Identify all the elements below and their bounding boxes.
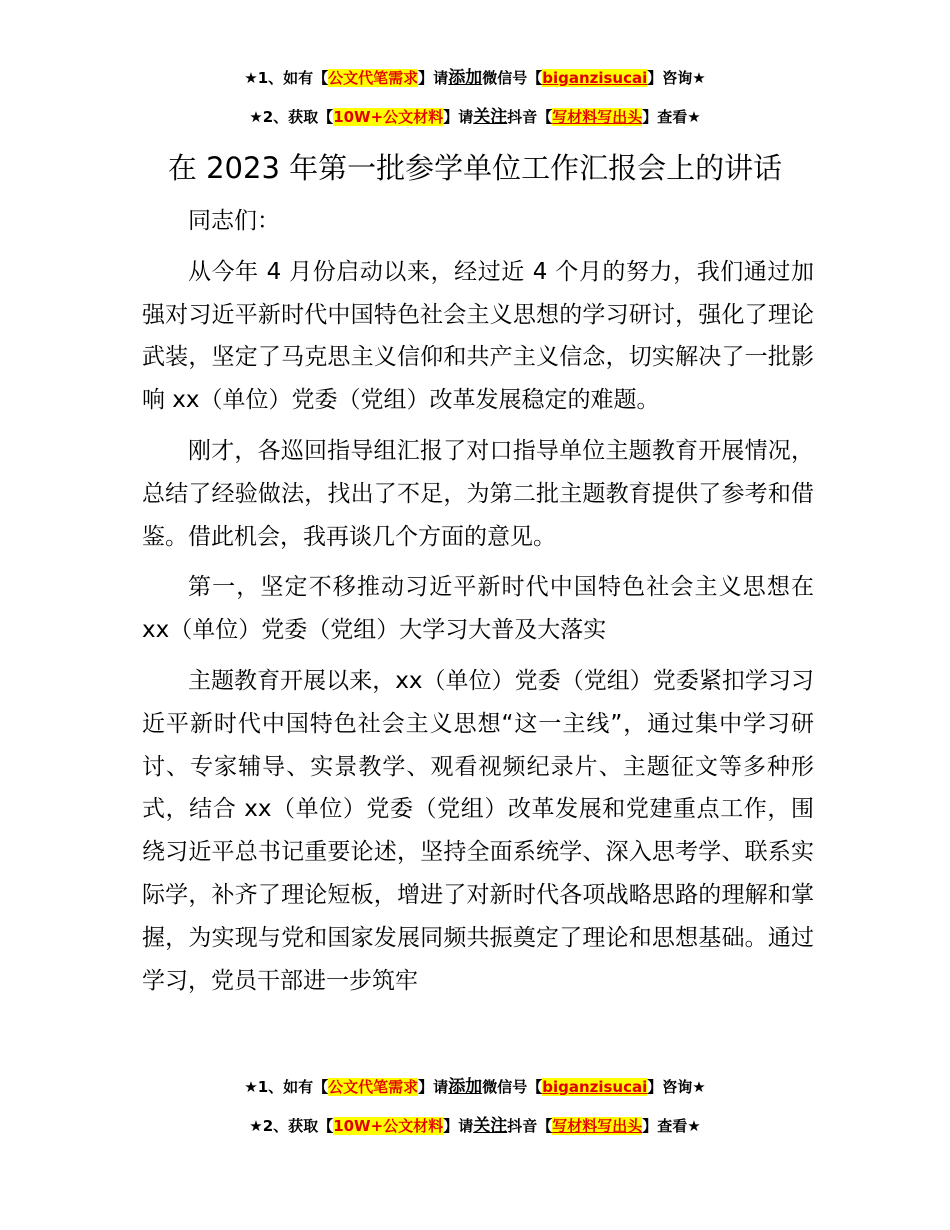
promo-emphasis: 添加 — [448, 1077, 483, 1097]
promo-prefix: ★1、如有【 — [244, 1078, 329, 1096]
promo-banner-bottom-line-1 — [0, 1077, 950, 1097]
promo-tag-highlight: 公文代笔需求 — [328, 1078, 419, 1096]
promo-wechat-id: biganzisucai — [542, 69, 648, 87]
promo-suffix: 】咨询★ — [647, 1078, 706, 1096]
promo-wechat-id: biganzisucai — [542, 1078, 648, 1096]
promo-mid-text: 抖音【 — [507, 108, 553, 126]
body-paragraph: 主题教育开展以来，xx（单位）党委（党组）党委紧扣学习习近平新时代中国特色社会主义思想“这一主线”，通过集中学习研讨、专家辅导、实景教学、观看视频纪录片、主题征文等多种形式，结合 xx（单位）党委（党组）改革发展和党建重点工作，围绕习近平总书记重要论述，坚持全面系统学、深入思考学、联系实际学，补齐了理论短板，增进了对新时代各项战略思路的理解和掌握，为实现与党和国家发展同频共振奠定了理论和思想基础。通过学习，党员干部进一步筑牢 — [142, 667, 814, 994]
body-paragraph: 从今年 4 月份启动以来，经过近 4 个月的努力，我们通过加强对习近平新时代中国特色社会主义思想的学习研讨，强化了理论武装，坚定了马克思主义信仰和共产主义信念，切实解决了一批影响 xx（单位）党委（党组）改革发展稳定的难题。 — [142, 258, 814, 414]
promo-tag-highlight: 10W+公文材料 — [333, 108, 444, 126]
promo-prefix: ★1、如有【 — [244, 69, 329, 87]
promo-banner-bottom-line-2 — [0, 1116, 950, 1136]
document-title: 在 2023 年第一批参学单位工作汇报会上的讲话 — [167, 151, 783, 185]
promo-banner-top-line-2 — [0, 107, 950, 127]
promo-mid-text: 】请 — [443, 108, 474, 126]
promo-suffix: 】查看★ — [642, 108, 701, 126]
promo-account-name: 写材料写出头 — [552, 1117, 643, 1135]
promo-account-name: 写材料写出头 — [552, 108, 643, 126]
promo-suffix: 】咨询★ — [647, 69, 706, 87]
promo-prefix: ★2、获取【 — [249, 1117, 334, 1135]
greeting: 同志们： — [188, 208, 280, 234]
promo-suffix: 】查看★ — [642, 1117, 701, 1135]
section-heading: 第一，坚定不移推动习近平新时代中国特色社会主义思想在 xx（单位）党委（党组）大学习大普及大落实 — [142, 574, 814, 644]
promo-prefix: ★2、获取【 — [249, 108, 334, 126]
document-body — [142, 200, 814, 1010]
promo-emphasis: 关注 — [473, 1116, 508, 1136]
promo-mid-text: 】请 — [418, 1078, 449, 1096]
promo-mid-text: 微信号【 — [482, 1078, 543, 1096]
promo-mid-text: 微信号【 — [482, 69, 543, 87]
promo-emphasis: 关注 — [473, 107, 508, 127]
promo-banner-top-line-1 — [0, 68, 950, 88]
promo-emphasis: 添加 — [448, 68, 483, 88]
promo-mid-text: 】请 — [418, 69, 449, 87]
body-paragraph: 刚才，各巡回指导组汇报了对口指导单位主题教育开展情况，总结了经验做法，找出了不足，为第二批主题教育提供了参考和借鉴。借此机会，我再谈几个方面的意见。 — [142, 437, 814, 550]
promo-mid-text: 】请 — [443, 1117, 474, 1135]
promo-mid-text: 抖音【 — [507, 1117, 553, 1135]
promo-tag-highlight: 公文代笔需求 — [328, 69, 419, 87]
promo-tag-highlight: 10W+公文材料 — [333, 1117, 444, 1135]
